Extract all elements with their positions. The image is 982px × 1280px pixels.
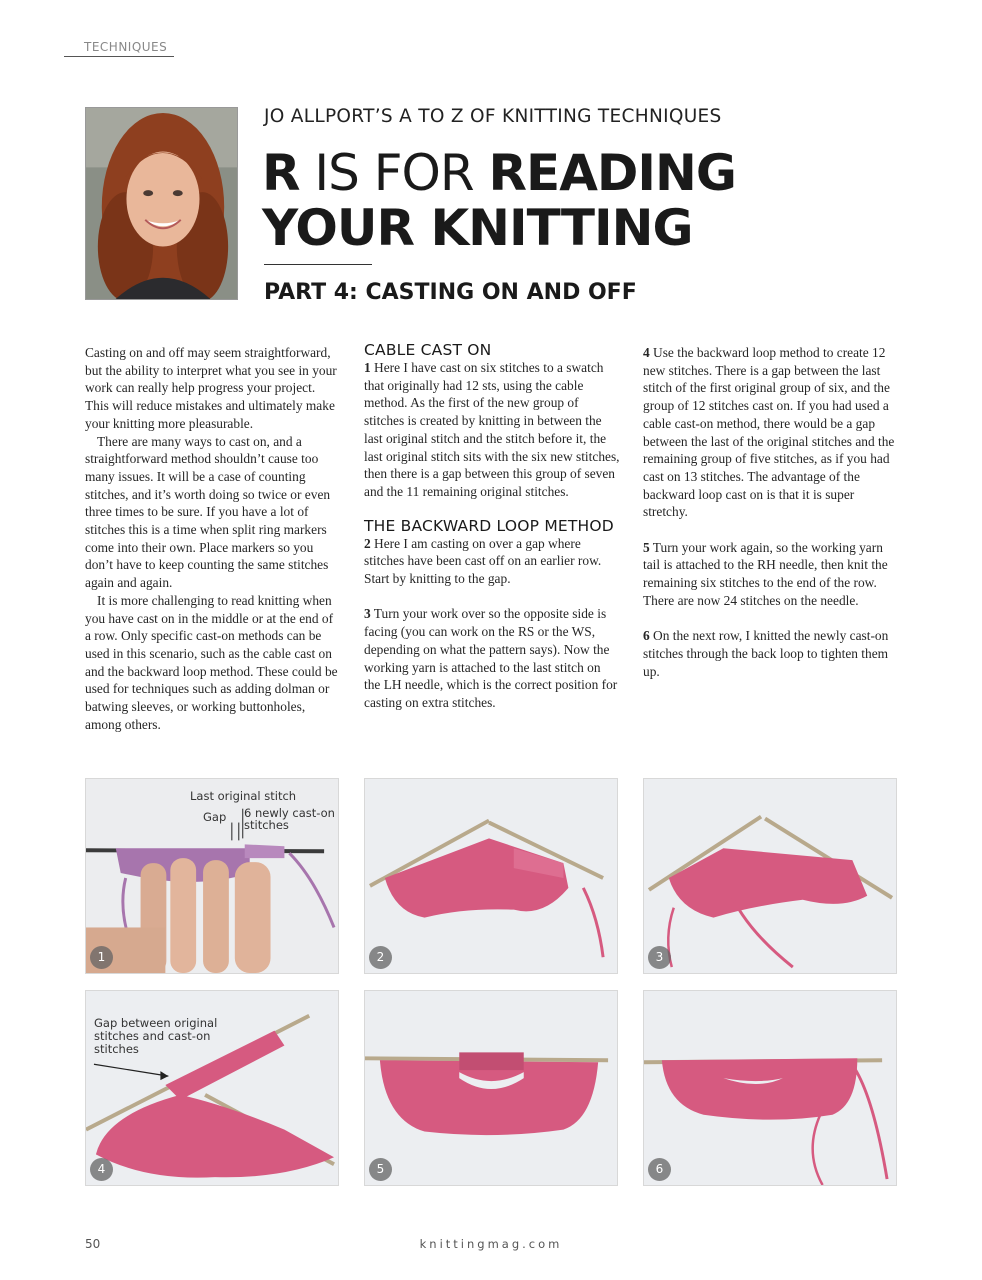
annotation-gap-between-2: stitches and cast-on: [94, 1029, 211, 1043]
step-1-number: 1: [364, 360, 371, 375]
photo-4-number: 4: [90, 1158, 113, 1181]
photo-1: [85, 778, 339, 974]
step-1-text: Here I have cast on six stitches to a swatch that originally had 12 sts, using the cable method. As the first of the new group of stitches is created by knitting in between the last original stitch and the stitch before it, the last original stitch sits with the six new stitches, then there is a gap between this group of seven and the 11 remaining original stitches.: [364, 360, 620, 499]
annotation-newly-2: stitches: [244, 818, 289, 832]
page-number: 50: [85, 1237, 101, 1251]
step-3-number: 3: [364, 606, 371, 622]
title-letter: R: [262, 144, 300, 202]
annotation-gap-between-3: stitches: [94, 1042, 139, 1056]
intro-paragraph-2: There are many ways to cast on, and a straightforward method shouldn’t cause too many issues. It will be a case of counting stitches, and it’s worth doing so twice or even three times to be sure. If you have a lot of stitches this is a time when split ring markers come into their own. Place markers so you don’t have to keep counting the same stitches again and again.: [85, 433, 331, 591]
photo-1-number: 1: [90, 946, 113, 969]
step-4-number: 4: [643, 345, 650, 360]
page-title: [262, 146, 882, 256]
step-6-text: On the next row, I knitted the newly cast-on stitches through the back loop to tighten them up.: [643, 628, 889, 679]
step-2-number: 2: [364, 535, 371, 551]
part-subtitle: PART 4: CASTING ON AND OFF: [264, 280, 637, 305]
photo-3-number: 3: [648, 946, 671, 969]
intro-column: [85, 344, 341, 733]
step-2-text: Here I am casting on over a gap where stitches have been cast off on an earlier row. Start by knitting to the gap.: [364, 535, 602, 587]
title-line-2: YOUR KNITTING: [262, 199, 693, 257]
title-divider: [264, 264, 372, 265]
annotation-last-original: Last original stitch: [190, 789, 297, 803]
photo-6-number: 6: [648, 1158, 671, 1181]
photo-3: [643, 778, 897, 974]
step-6: [643, 627, 899, 680]
annotation-gap-between-1: Gap between original: [94, 1016, 218, 1030]
photo-5-illustration: [365, 991, 617, 1185]
intro-paragraph-1: Casting on and off may seem straightforward, but the ability to interpret what you see in your work can really help progress your project. This will reduce mistakes and ultimately make your knitting more pleasurable.: [85, 345, 337, 431]
steps-column: [643, 344, 899, 680]
cable-heading: CABLE CAST ON: [364, 341, 492, 359]
photo-5: [364, 990, 618, 1186]
photo-4: [85, 990, 339, 1186]
step-3: [364, 605, 620, 711]
annotation-newly-1: 6 newly cast-on: [244, 806, 335, 820]
step-4-text: Use the backward loop method to create 12 new stitches. There is a gap between the last stitch of the first original group of six, and the group of 12 stitches cast on. If you had used a cable cast-on method, there would be a gap between the last of the original stitches and the remaining group of five stitches, as if you had cast on 13 stitches. The advantage of the backward loop cast on is that it is super stretchy.: [643, 345, 895, 520]
title-connector: IS FOR: [299, 144, 489, 202]
photo-3-illustration: [644, 779, 896, 973]
step-2: [364, 535, 620, 588]
website-link[interactable]: knittingmag.com: [419, 1237, 563, 1251]
photo-5-number: 5: [369, 1158, 392, 1181]
series-title: JO ALLPORT’S A TO Z OF KNITTING TECHNIQUES: [264, 106, 722, 127]
step-3-text: Turn your work over so the opposite side is facing (you can work on the RS or the WS, depending on what the pattern says). Now the working yarn is attached to the last stitch on the LH needle, which is the correct position for casting on extra stitches.: [364, 606, 618, 710]
photo-2-illustration: [365, 779, 617, 973]
step-6-number: 6: [643, 628, 650, 644]
step-5-text: Turn your work again, so the working yarn tail is attached to the RH needle, then knit the remaining six stitches to the end of the row. There are now 24 stitches on the needle.: [643, 539, 888, 608]
step-1: [364, 359, 620, 501]
step-4: [643, 344, 899, 521]
photo-6-illustration: [644, 991, 896, 1185]
author-portrait: [85, 107, 238, 300]
step-5-number: 5: [643, 539, 650, 555]
section-tag: TECHNIQUES: [64, 40, 174, 57]
cable-column: [364, 342, 620, 712]
backward-heading: THE BACKWARD LOOP METHOD: [364, 516, 614, 535]
photo-2-number: 2: [369, 946, 392, 969]
photo-6: [643, 990, 897, 1186]
annotation-gap: Gap: [203, 810, 227, 824]
step-5: [643, 539, 899, 610]
title-word-reading: READING: [488, 144, 736, 202]
photo-2: [364, 778, 618, 974]
intro-paragraph-3: It is more challenging to read knitting when you have cast on in the middle or at the end of a row. Only specific cast-on methods can be used in this scenario, such as the cable cast on and the backward loop method. These could be used for techniques such as adding dolman or batwing sleeves, or working buttonholes, among others.: [85, 592, 338, 732]
